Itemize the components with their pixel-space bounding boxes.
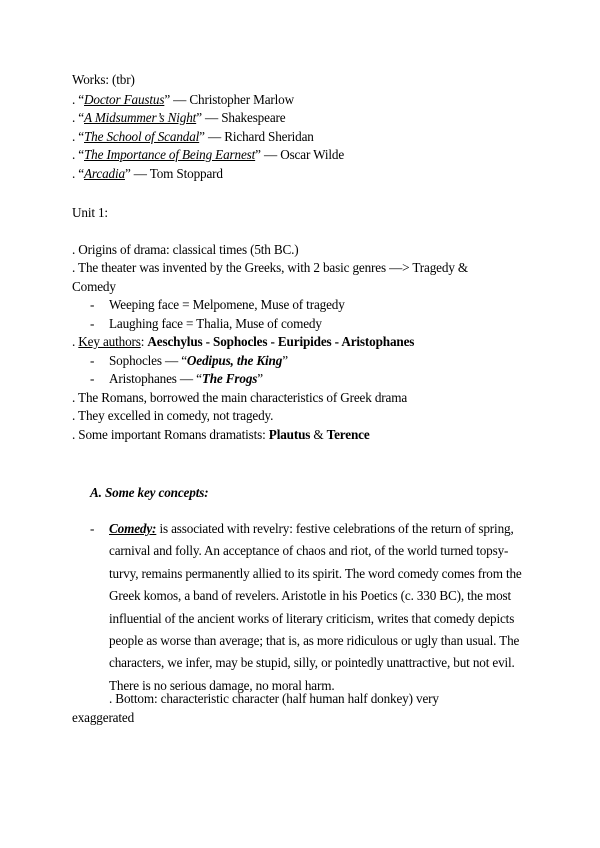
work-item: . “The School of Scandal” — Richard Sheridan: [72, 129, 314, 144]
key-authors-names: Aeschylus - Sophocles - Euripides - Aristophanes: [147, 334, 415, 349]
terence: Terence: [326, 427, 370, 442]
aristophanes-line: Aristophanes — “The Frogs”: [109, 371, 263, 386]
bullet-dash: -: [90, 297, 95, 312]
sophocles-work: Oedipus, the King: [186, 353, 283, 368]
romans-line-3: . Some important Romans dramatists: Plautus & Terence: [72, 427, 370, 442]
laughing-face-line: Laughing face = Thalia, Muse of comedy: [109, 316, 322, 331]
sophocles-line: Sophocles — “Oedipus, the King”: [109, 353, 288, 368]
comedy-label: Comedy:: [109, 521, 157, 536]
theater-line-2: Comedy: [72, 279, 116, 294]
bullet-dash: -: [90, 371, 95, 386]
romans-line-2: . They excelled in comedy, not tragedy.: [72, 408, 274, 423]
work-item: . “Doctor Faustus” — Christopher Marlow: [72, 92, 294, 107]
bullet-dash: -: [90, 316, 95, 331]
bullet-dash: -: [90, 521, 95, 536]
work-item: . “Arcadia” — Tom Stoppard: [72, 166, 223, 181]
work-title: The Importance of Being Earnest: [84, 147, 256, 162]
bottom-line-2: exaggerated: [72, 710, 135, 725]
unit-heading: Unit 1:: [72, 205, 108, 220]
works-heading: Works: (tbr): [72, 72, 135, 87]
bullet-dash: -: [90, 353, 95, 368]
weeping-face-line: Weeping face = Melpomene, Muse of tragedy: [109, 297, 345, 312]
comedy-paragraph: [109, 518, 529, 697]
work-item: . “The Importance of Being Earnest” — Oscar Wilde: [72, 147, 345, 162]
work-title: The School of Scandal: [84, 129, 200, 144]
work-title: A Midsummer’s Night: [84, 110, 197, 125]
concepts-heading: A. Some key concepts:: [90, 485, 209, 500]
origins-line: . Origins of drama: classical times (5th BC.): [72, 242, 299, 257]
work-title: Arcadia: [84, 166, 125, 181]
comedy-text: is associated with revelry: festive celebrations of the return of spring, carnival and folly. An acceptance of chaos and riot, of the world turned topsy-turvy, remains permanently allied to its spirit. The word comedy comes from the Greek komos, a band of revelers. Aristotle in his Poetics (c. 330 BC), the most influential of the ancient works of literary criticism, writes that comedy depicts people as worse than average; that is, as more ridiculous or ugly than usual. The characters, we infer, may be stupid, silly, or pointedly unattractive, but not evil. There is no serious damage, no moral harm.: [109, 521, 522, 693]
aristophanes-work: The Frogs: [201, 371, 258, 386]
romans-line-1: . The Romans, borrowed the main characteristics of Greek drama: [72, 390, 408, 405]
work-title: Doctor Faustus: [84, 92, 165, 107]
key-authors-label: Key authors: [78, 334, 141, 349]
key-authors-line: . Key authors: Aeschylus - Sophocles - Euripides - Aristophanes: [72, 334, 415, 349]
bottom-line-1: . Bottom: characteristic character (half human half donkey) very: [109, 691, 439, 706]
work-item: . “A Midsummer’s Night” — Shakespeare: [72, 110, 286, 125]
plautus: Plautus: [268, 427, 311, 442]
theater-line-1: . The theater was invented by the Greeks, with 2 basic genres —> Tragedy &: [72, 260, 469, 275]
